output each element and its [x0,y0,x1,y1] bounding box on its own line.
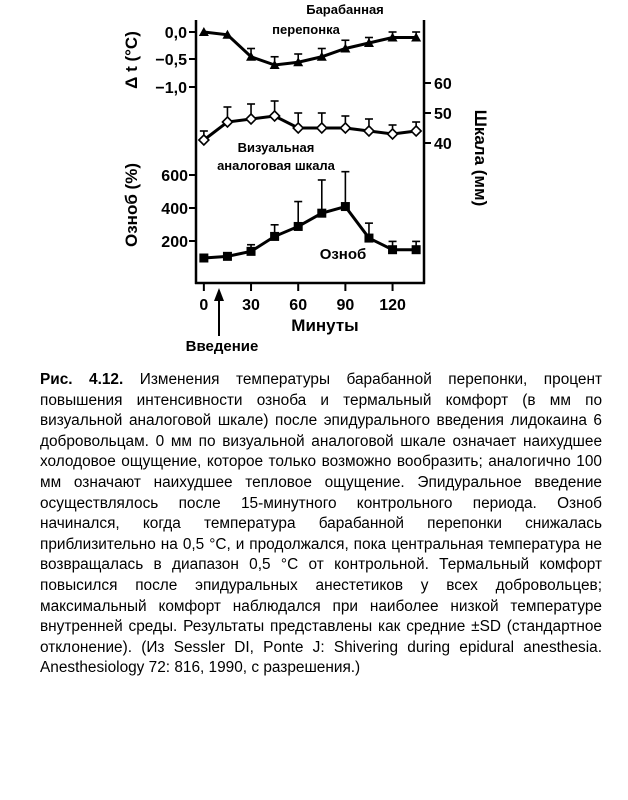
figure-number: Рис. 4.12. [40,371,124,388]
figure-caption [40,370,602,679]
shiver-point [317,209,326,218]
shiver-point [294,222,303,231]
vas-point [411,126,421,136]
temp-y-axis-label: Δ t (°C) [122,31,141,89]
x-axis-ticks [199,283,406,314]
temp-y-tick-label: 0,0 [164,25,187,42]
administration-label: Введение [185,338,259,355]
shiver-point [412,245,421,254]
vas-point [364,126,374,136]
temp-series-label-line1: Барабанная [306,2,384,17]
vas-point [246,114,256,124]
x-tick-label: 90 [336,297,355,314]
x-tick-label: 0 [199,297,209,314]
vas-point [270,111,280,121]
figure [0,0,628,368]
vas-y-tick-label: 40 [434,136,452,153]
shiver-point [270,232,279,241]
shiver-point [199,254,208,263]
vas-y-tick-label: 50 [434,106,452,123]
vas-series-line [204,116,416,140]
shiver-point [247,247,256,256]
shiver-series-line [204,207,416,258]
temp-y-tick-label: −1,0 [155,80,187,97]
shivering-panel [161,168,420,263]
vas-series-label-line2: аналоговая шкала [217,158,335,173]
temp-y-tick-label: −0,5 [155,52,187,69]
x-tick-label: 60 [289,297,308,314]
vas-y-axis-label: Шкала (мм) [471,109,490,207]
shiver-y-tick-label: 400 [161,201,188,218]
vas-point [317,123,327,133]
temp-series-label-line2: перепонка [272,22,340,37]
vas-series-label-line1: Визуальная [237,140,315,155]
caption-text: Изменения температуры барабанной перепонки, процент повышения интенсивности озноба и термальный комфорт (в мм по визуальной аналоговой шкале) после эпидурального введения лидокаина 6 добровольцам. 0 мм по визуальной аналоговой шкале означает наихудшее холодовое ощущение, которое только возможно вообразить; аналогично 100 мм означают наихудшее тепловое ощущение. Эпидуральное введение осуществлялось после 15-минутного контрольного периода. Озноб начинался, когда температура барабанной перепонки снижалась приблизительно на 0,5 °C, и продолжался, пока центральная температура не возвращалась в диапазон 0,5 °C от контрольной. Термальный комфорт повысился после эпидуральных анестетиков у всех добровольцев; максимальный комфорт наблюдался при наиболее низкой температуре внутренней среды. Результаты представлены как средние ±SD (стандартное отклонение). (Из Sessler DI, Ponte J: Shivering during epidural anesthesia. Anesthesiology 72: 816, 1990, с разрешения.) [40,371,602,677]
shiver-point [341,202,350,211]
x-tick-label: 120 [379,297,406,314]
shiver-y-tick-label: 600 [161,168,188,185]
shiver-y-axis-label: Озноб (%) [122,163,141,247]
vas-y-tick-label: 60 [434,76,452,93]
x-tick-label: 30 [242,297,260,314]
shiver-point [388,245,397,254]
shiver-point [364,234,373,243]
vas-point [340,123,350,133]
x-axis-label: Минуты [291,316,359,335]
shiver-series-label: Озноб [319,246,367,263]
shiver-point [223,252,232,261]
vas-point [293,123,303,133]
shiver-y-tick-label: 200 [161,234,188,251]
administration-arrow-icon [214,288,224,301]
vas-point [388,129,398,139]
